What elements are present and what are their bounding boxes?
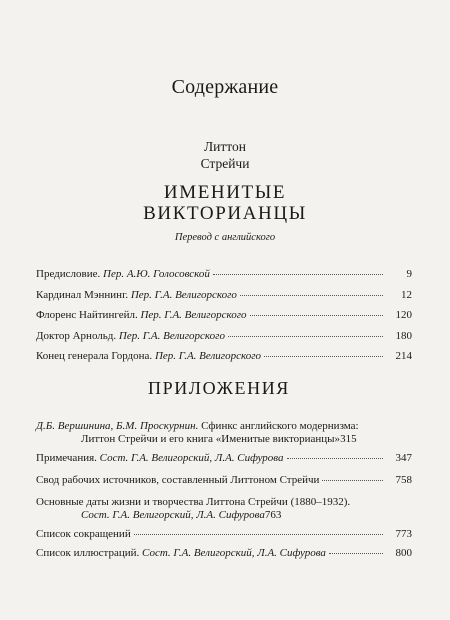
toc-entry-page: 12 [401,289,412,301]
toc-entry-authors: Д.Б. Вершинина, Б.М. Проскурнин. [36,420,199,432]
toc-entry-title: Кардинал Мэннинг. [36,289,131,301]
toc-entry-credit: Пер. А.Ю. Голосовской [103,268,210,280]
translation-note: Перевод с английского [174,232,276,243]
appendix-title: ПРИЛОЖЕНИЯ [148,378,290,398]
toc-entry-page: 763 [264,509,282,521]
toc-entry-title: Конец генерала Гордона. [36,350,155,362]
toc-entry[interactable] [36,547,412,560]
author-last-name: Стрейчи [200,156,250,171]
toc-entry-title: Сфинкс английского модернизма: [198,420,359,432]
toc-entry-credit: Пер. Г.А. Велигорского [118,330,225,342]
toc-entry-credit: Пер. Г.А. Велигорского [154,350,261,362]
toc-entry-title: Доктор Арнольд. [36,330,119,342]
toc-entry[interactable] [36,309,412,322]
toc-entry-title: Свод рабочих источников, составленный Литтоном Стрейчи [36,474,320,486]
toc-entry[interactable] [81,433,412,446]
toc-entry-page: 347 [395,452,412,464]
toc-entry[interactable] [36,452,412,465]
dot-leader [228,336,383,337]
toc-entry-line[interactable] [36,420,359,433]
dot-leader [322,480,383,481]
toc-entry-page: 9 [406,268,412,280]
toc-entry-page: 315 [340,433,357,445]
author-first-name: Литтон [204,139,246,154]
toc-entry-title: Флоренс Найтингейл. [36,309,141,321]
dot-leader [264,356,383,357]
contents-title: Содержание [171,76,279,98]
toc-entry-page: 180 [395,330,412,342]
toc-entry-credit: Пер. Г.А. Велигорского [130,289,237,301]
dot-leader [240,295,383,296]
dot-leader [134,534,383,535]
toc-entry-credit: Сост. Г.А. Велигорский, Л.А. Сифурова [81,509,265,521]
toc-entry-title: Основные даты жизни и творчества Литтона Стрейчи (1880–1932). [36,496,351,508]
toc-entry-page: 800 [395,547,412,559]
toc-entry-title: Предисловие. [36,268,103,280]
toc-entry[interactable] [36,350,412,363]
toc-entry-page: 773 [395,528,412,540]
toc-entry-title: Список иллюстраций. [36,547,143,559]
book-title-line-2: ВИКТОРИАНЦЫ [143,203,307,224]
toc-entry-title: Примечания. [36,452,100,464]
toc-entry[interactable] [36,330,412,343]
dot-leader [213,274,383,275]
toc-entry-line[interactable] [36,496,350,509]
toc-entry-credit: Пер. Г.А. Велигорского [140,309,247,321]
toc-entry-title: Список сокращений [36,528,131,540]
toc-entry-credit: Сост. Г.А. Велигорский, Л.А. Сифурова [99,452,284,464]
dot-leader [329,553,383,554]
toc-entry[interactable] [36,268,412,281]
toc-entry-page: 758 [395,474,412,486]
toc-entry[interactable] [81,509,412,522]
dot-leader [250,315,384,316]
dot-leader [287,458,383,459]
toc-entry-page: 120 [395,309,412,321]
toc-entry[interactable] [36,528,412,541]
toc-entry-title-cont: Литтон Стрейчи и его книга «Именитые викторианцы» [81,433,341,445]
book-title-line-1: ИМЕНИТЫЕ [163,182,287,203]
toc-entry[interactable] [36,289,412,302]
toc-entry[interactable] [36,474,412,487]
toc-entry-page: 214 [395,350,412,362]
toc-entry-credit: Сост. Г.А. Велигорский, Л.А. Сифурова [142,547,326,559]
